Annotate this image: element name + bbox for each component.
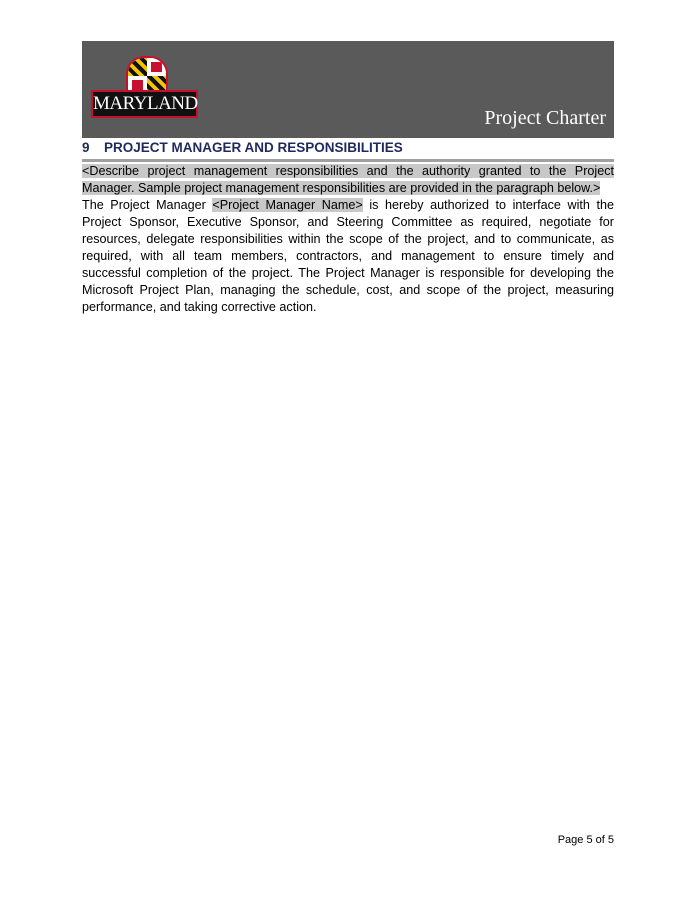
- section-body: [82, 163, 614, 316]
- paragraph-text: is hereby authorized to interface with the Project Sponsor, Executive Sponsor, and Steering Committee as required, negotiate for resources, delegate responsibilities within the scope of the project, and to communicate, as required, with all team members, contractors, and management to ensure timely and successful completion of the project. The Project Manager is responsible for developing the Microsoft Project Plan, managing the schedule, cost, and scope of the project, measuring performance, and taking corrective action.: [82, 198, 615, 314]
- responsibilities-paragraph: [82, 197, 614, 316]
- section-title: PROJECT MANAGER AND RESPONSIBILITIES: [104, 140, 403, 155]
- page-number: Page 5 of 5: [557, 834, 614, 846]
- section-heading: [82, 139, 614, 162]
- manager-name-placeholder: <Project Manager Name>: [212, 198, 363, 212]
- logo-wordmark: MARYLAND: [91, 90, 198, 118]
- maryland-logo: [91, 56, 196, 118]
- section-number: 9: [82, 140, 90, 155]
- paragraph-text: The Project Manager: [82, 198, 213, 212]
- document-title: Project Charter: [484, 107, 606, 129]
- header-banner: [82, 41, 614, 138]
- instruction-text: <Describe project management responsibilities and the authority granted to the Project Manager. Sample project management responsibilities are provided in the paragraph below.>: [82, 164, 614, 195]
